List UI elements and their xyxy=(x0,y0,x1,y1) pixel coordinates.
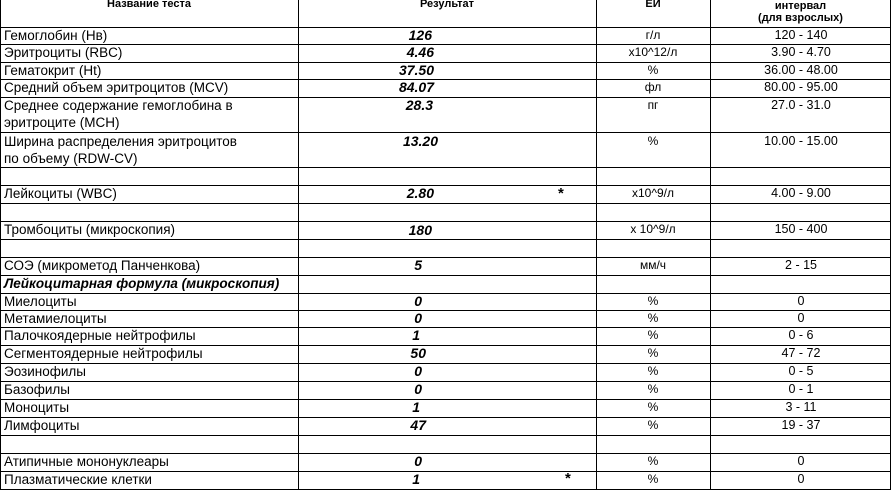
test-unit: г/л xyxy=(645,28,661,42)
test-result: 1 xyxy=(412,327,420,343)
test-result: 47 xyxy=(410,417,426,433)
test-unit: х10^9/л xyxy=(632,186,674,200)
test-name: Плазматические клетки xyxy=(4,472,152,487)
test-reference: 4.00 - 9.00 xyxy=(771,186,831,200)
test-result: 0 xyxy=(414,363,422,379)
test-name: СОЭ (микрометод Панченкова) xyxy=(4,258,201,273)
test-name: Эритроциты (RBC) xyxy=(4,45,123,60)
test-unit: фл xyxy=(644,80,662,94)
test-name: Сегментоядерные нейтрофилы xyxy=(4,346,203,361)
test-unit: % xyxy=(647,311,659,325)
test-unit: % xyxy=(647,382,659,396)
test-unit: % xyxy=(647,134,659,148)
grid-line xyxy=(0,239,891,240)
test-unit: пг xyxy=(647,98,659,112)
test-name: Лимфоциты xyxy=(4,418,80,433)
test-name: Ширина распределения эритроцитов xyxy=(4,134,237,149)
test-name: Среднее содержание гемоглобина в xyxy=(4,98,233,113)
test-result: 84.07 xyxy=(398,79,434,95)
column-header-test: Название теста xyxy=(107,0,191,10)
test-unit: % xyxy=(647,328,659,342)
test-name: Базофилы xyxy=(4,382,70,397)
test-result: 0 xyxy=(414,381,422,397)
test-reference: 19 - 37 xyxy=(781,418,821,432)
test-unit: % xyxy=(647,418,659,432)
test-name: Эозинофилы xyxy=(4,364,86,379)
grid-line xyxy=(0,167,891,168)
abnormal-flag: * xyxy=(558,185,564,202)
test-result: 126 xyxy=(408,27,432,43)
test-reference: 120 - 140 xyxy=(774,28,828,42)
test-result: 1 xyxy=(412,399,420,415)
test-name: Атипичные мононуклеары xyxy=(4,454,169,469)
test-name: Метамиелоциты xyxy=(4,311,107,326)
test-result: 0 xyxy=(414,293,422,309)
test-reference: 0 - 1 xyxy=(788,382,814,396)
test-reference: 27.0 - 31.0 xyxy=(771,98,831,112)
test-reference: 0 - 5 xyxy=(788,364,814,378)
test-reference: 0 xyxy=(797,454,805,468)
test-reference: 0 xyxy=(797,311,805,325)
test-result: 2.80 xyxy=(406,185,434,201)
test-result: 50 xyxy=(410,345,426,361)
test-reference: 47 - 72 xyxy=(781,346,821,360)
test-result: 13.20 xyxy=(402,133,438,149)
test-unit: % xyxy=(647,472,659,486)
test-unit: х10^12/л xyxy=(628,45,678,59)
test-result: 28.3 xyxy=(405,97,433,113)
test-reference: 3 - 11 xyxy=(785,400,817,414)
test-name: Лейкоциты (WBC) xyxy=(4,186,117,201)
test-result: 180 xyxy=(408,222,432,238)
section-title: Лейкоцитарная формула (микроскопия) xyxy=(4,276,280,291)
test-reference: 3.90 - 4.70 xyxy=(771,45,831,59)
column-header-result: Результат xyxy=(419,0,475,10)
test-name: Тромбоциты (микроскопия) xyxy=(4,222,175,237)
test-reference: 0 xyxy=(797,294,805,308)
test-reference: 150 - 400 xyxy=(774,222,828,236)
test-unit: % xyxy=(647,346,659,360)
test-unit: % xyxy=(647,454,659,468)
test-reference: 0 xyxy=(797,472,805,486)
test-name-continued: эритроците (МСН) xyxy=(4,115,120,130)
test-unit: мм/ч xyxy=(639,258,667,272)
test-result: 0 xyxy=(414,310,422,326)
test-result: 37.50 xyxy=(398,62,434,78)
test-unit: % xyxy=(647,364,659,378)
test-reference: 2 - 15 xyxy=(785,258,817,272)
test-name: Моноциты xyxy=(4,400,70,415)
test-unit: % xyxy=(647,294,659,308)
test-reference: 36.00 - 48.00 xyxy=(764,63,838,77)
test-reference: 0 - 6 xyxy=(788,328,814,342)
grid-line xyxy=(0,435,891,436)
test-reference: 80.00 - 95.00 xyxy=(764,80,838,94)
column-header-interval-sub: (для взрослых) xyxy=(758,12,843,24)
test-result: 0 xyxy=(414,453,422,469)
column-header-interval: интервал xyxy=(774,0,827,12)
test-name-continued: по объему (RDW-CV) xyxy=(4,151,138,166)
test-unit: х 10^9/л xyxy=(630,222,676,236)
test-result: 5 xyxy=(414,257,422,273)
test-name: Миелоциты xyxy=(4,294,77,309)
test-name: Гематокрит (Ht) xyxy=(4,63,102,78)
test-unit: % xyxy=(647,63,659,77)
grid-line xyxy=(0,203,891,204)
test-unit: % xyxy=(647,400,659,414)
test-reference: 10.00 - 15.00 xyxy=(764,134,838,148)
test-name: Гемоглобин (Нв) xyxy=(4,28,108,43)
test-result: 1 xyxy=(412,471,420,487)
abnormal-flag: * xyxy=(565,470,571,487)
test-name: Средний объем эритроцитов (MCV) xyxy=(4,80,229,95)
column-header-unit: ЕИ xyxy=(645,0,661,10)
test-result: 4.46 xyxy=(406,44,434,60)
test-name: Палочкоядерные нейтрофилы xyxy=(4,328,196,343)
